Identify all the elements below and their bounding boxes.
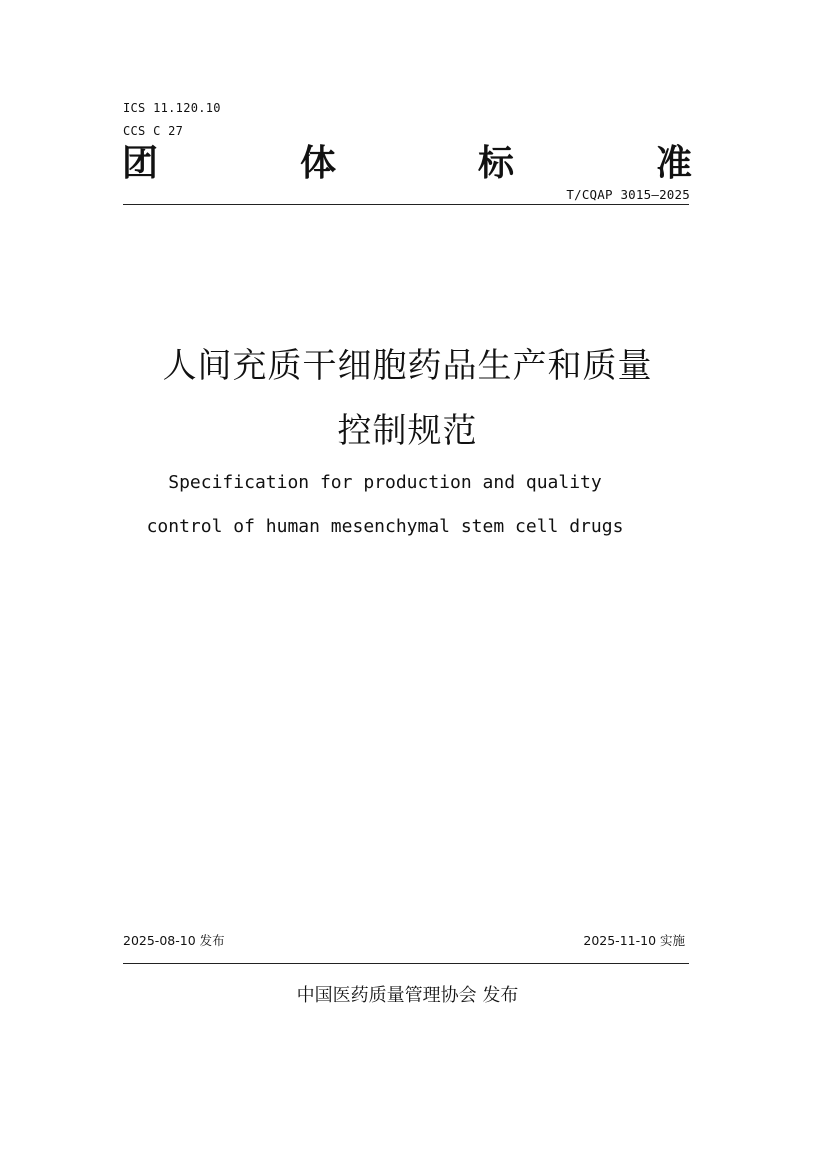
standard-type-heading	[122, 141, 692, 185]
issue-date: 2025-08-10 发布	[123, 933, 225, 948]
ics-code: ICS 11.120.10	[123, 101, 221, 115]
standard-type-char: 体	[299, 142, 336, 184]
ccs-code: CCS C 27	[123, 124, 184, 138]
implementation-date: 2025-11-10 实施	[583, 933, 685, 948]
standard-type-char: 标	[477, 142, 514, 184]
header-divider	[123, 204, 689, 205]
title-en-line-1: Specification for production and quality	[168, 472, 602, 493]
title-en-line-2: control of human mesenchymal stem cell drugs	[146, 516, 624, 537]
standard-type-char: 准	[655, 142, 692, 184]
footer-divider	[123, 963, 689, 964]
publisher: 中国医药质量管理协会 发布	[296, 985, 519, 1006]
title-cn-line-1: 人间充质干细胞药品生产和质量	[162, 346, 653, 386]
title-cn-line-2: 控制规范	[337, 411, 478, 451]
standard-code: T/CQAP 3015—2025	[566, 187, 690, 202]
standard-type-char: 团	[122, 142, 159, 184]
